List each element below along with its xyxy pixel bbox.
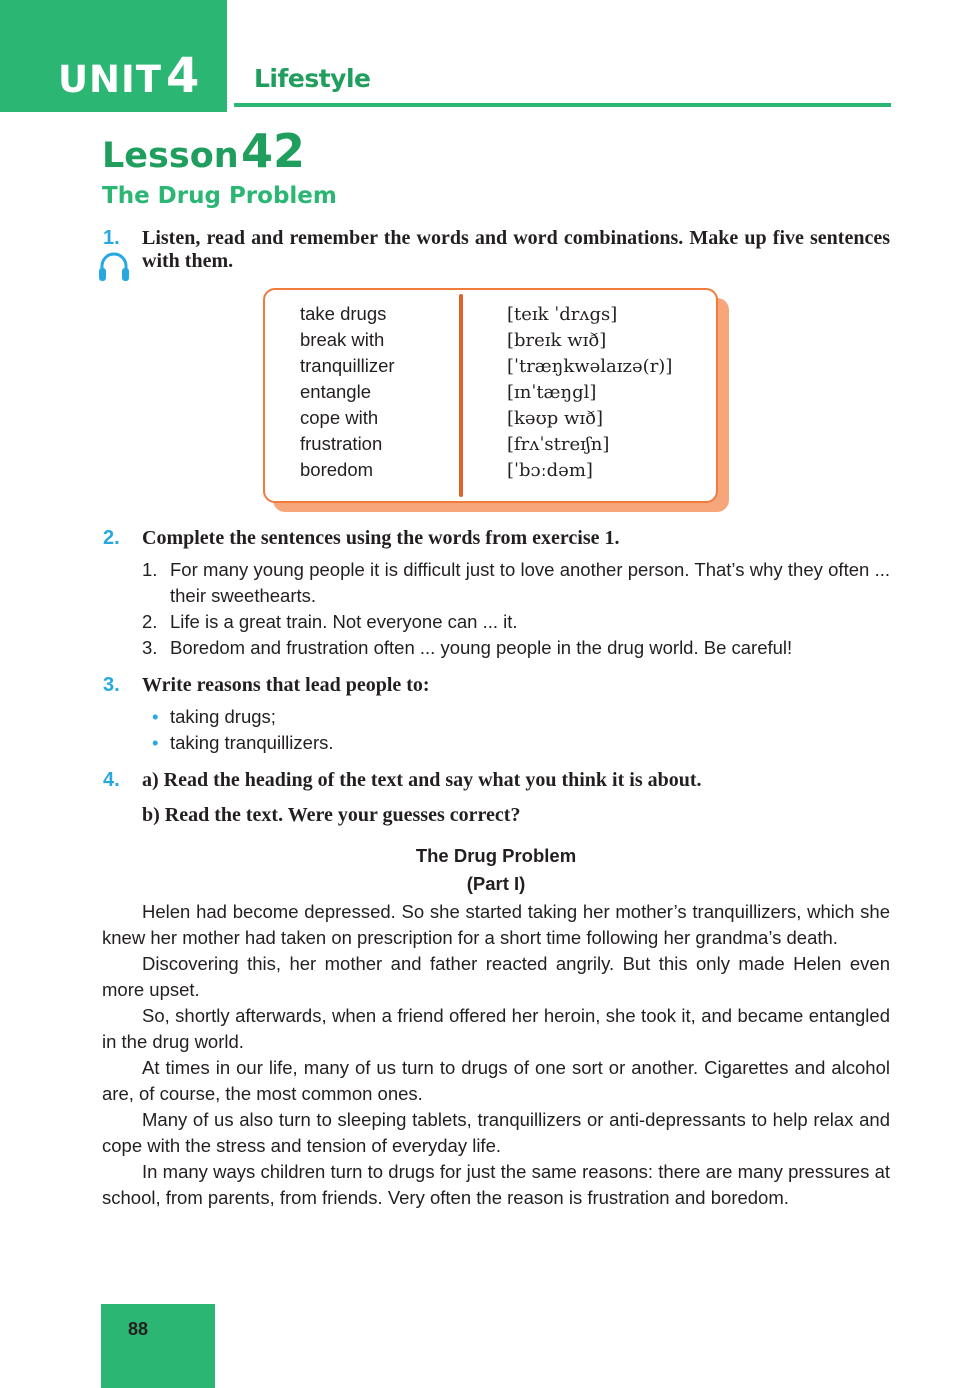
exercise-3-number: 3.: [103, 674, 120, 696]
list-item: [152, 704, 334, 730]
exercise-2-instruction: Complete the sentences using the words from exercise 1.: [142, 527, 620, 549]
exercise-4-instruction-b: b) Read the text. Were your guesses correct?: [142, 804, 521, 826]
vocab-transcription: [frʌˈstreɪʃn]: [507, 434, 610, 455]
vocabulary-words: [300, 301, 395, 483]
vocab-word: entangle: [300, 381, 371, 402]
item-text: Life is a great train. Not everyone can ... it.: [170, 611, 518, 632]
paragraph: Many of us also turn to sleeping tablets, tranquillizers or anti-depressants to help relax and cope with the stress and tension of everyday life.: [102, 1109, 890, 1156]
list-item: [142, 609, 890, 635]
exercise-1-number: 1.: [103, 227, 120, 249]
vocab-word: frustration: [300, 433, 383, 454]
paragraph: Helen had become depressed. So she started taking her mother’s tranquillizers, which she knew her mother had taken on prescription for a short time following her grandma’s death.: [102, 901, 890, 948]
unit-label: UNIT: [58, 58, 163, 101]
vocab-transcription: [kəʊp wɪð]: [507, 408, 604, 429]
vocab-word: tranquillizer: [300, 355, 395, 376]
vocab-transcription: [ˈbɔːdəm]: [507, 460, 593, 481]
exercise-2-sentences: [142, 557, 890, 661]
exercise-4-instruction-a: a) Read the heading of the text and say what you think it is about.: [142, 769, 702, 791]
lesson-subtitle: The Drug Problem: [102, 183, 337, 209]
vocab-transcription: [ɪnˈtæŋgl]: [507, 382, 597, 403]
vocab-word: take drugs: [300, 303, 387, 324]
vocab-word: boredom: [300, 459, 374, 480]
exercise-1-instruction: Listen, read and remember the words and word combinations. Make up five sentences with them.: [142, 227, 890, 272]
vocab-word: break with: [300, 329, 385, 350]
headphones-icon[interactable]: [97, 251, 131, 283]
page-number: 88: [128, 1319, 149, 1339]
vocab-transcription: [breɪk wɪð]: [507, 330, 607, 351]
item-number: 2.: [142, 611, 158, 632]
paragraph: So, shortly afterwards, when a friend offered her heroin, she took it, and became entangled in the drug world.: [102, 1005, 890, 1052]
text-part: (Part I): [466, 873, 526, 894]
vocab-transcription: [ˈtræŋkwəlaɪzə(r)]: [507, 356, 673, 377]
unit-title: Lifestyle: [254, 64, 371, 93]
exercise-2-number: 2.: [103, 527, 120, 549]
reading-text: [102, 899, 890, 1211]
paragraph: In many ways children turn to drugs for just the same reasons: there are many pressures at school, from parents, from friends. Very often the reason is frustration and boredom.: [102, 1161, 890, 1208]
exercise-3-bullets: [152, 704, 334, 756]
item-number: 3.: [142, 637, 158, 658]
vocab-word: cope with: [300, 407, 379, 428]
exercise-4-number: 4.: [103, 769, 120, 791]
item-text: taking drugs;: [170, 706, 276, 727]
item-text: Boredom and frustration often ... young people in the drug world. Be careful!: [170, 637, 793, 658]
list-item: [142, 557, 890, 609]
list-item: [142, 635, 890, 661]
lesson-label: Lesson: [102, 136, 239, 176]
header-divider: [234, 103, 891, 107]
bullet-icon: •: [152, 706, 159, 727]
unit-banner: [0, 0, 227, 112]
vocabulary-transcriptions: [507, 302, 672, 484]
bullet-icon: •: [152, 732, 159, 753]
vocab-transcription: [teɪk ˈdrʌgs]: [507, 304, 618, 325]
exercise-3-instruction: Write reasons that lead people to:: [142, 674, 430, 696]
lesson-number: 42: [241, 124, 306, 178]
text-title: The Drug Problem: [415, 845, 577, 866]
paragraph: Discovering this, her mother and father reacted angrily. But this only made Helen even more upset.: [102, 953, 890, 1000]
item-text: For many young people it is difficult just to love another person. That’s why they often ... their sweethearts.: [170, 559, 890, 606]
item-number: 1.: [142, 559, 158, 580]
list-item: [152, 730, 334, 756]
page-number-block: [101, 1304, 215, 1388]
item-text: taking tranquillizers.: [170, 732, 334, 753]
unit-number: 4: [166, 48, 200, 104]
paragraph: At times in our life, many of us turn to drugs of one sort or another. Cigarettes and alcohol are, of course, the most common ones.: [102, 1057, 890, 1104]
vocabulary-divider: [459, 294, 463, 497]
